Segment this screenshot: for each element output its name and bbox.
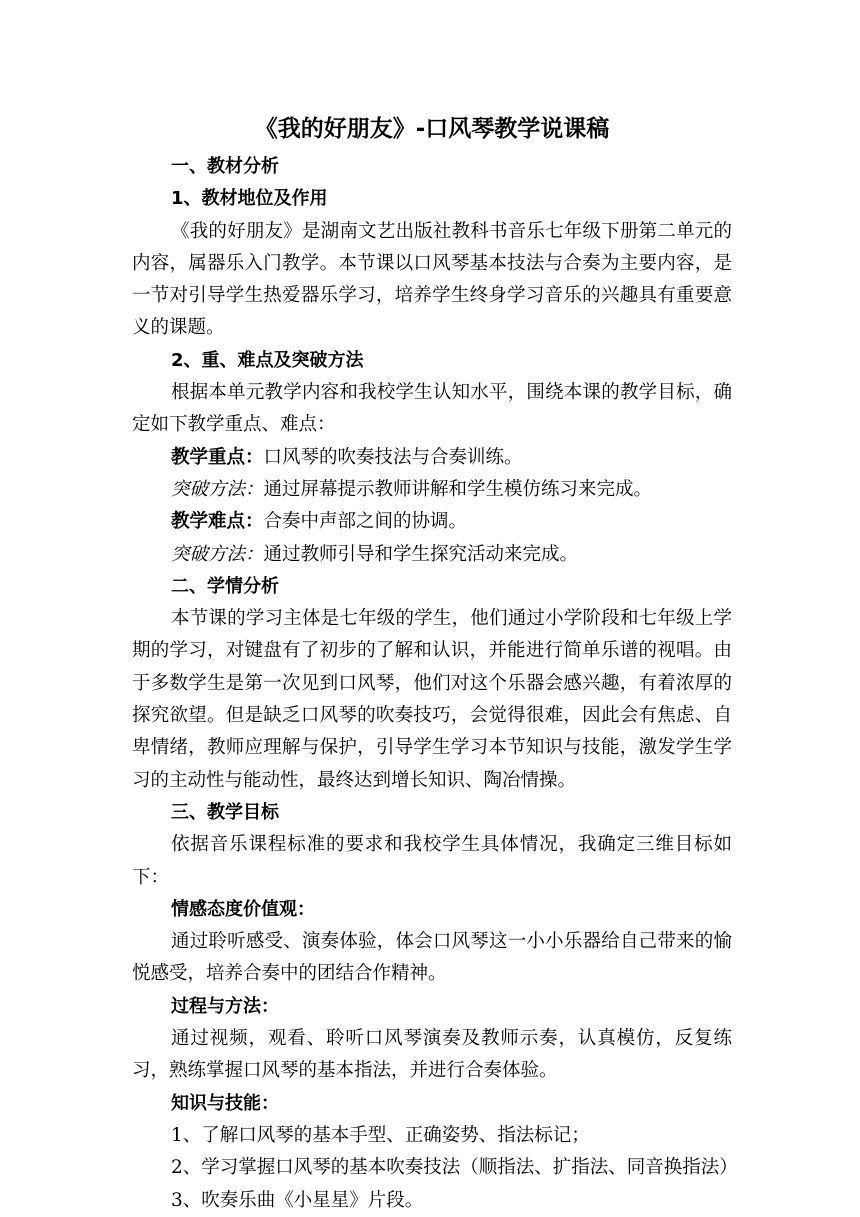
section-heading-students: 二、学情分析 (171, 575, 279, 597)
difficulty-text: 合奏中声部之间的协调。 (263, 511, 468, 533)
section-heading-goals: 三、教学目标 (171, 801, 279, 823)
section-heading-materials: 一、教材分析 (171, 156, 279, 177)
difficulty-line (132, 506, 732, 538)
key-method-label: 突破方法： (171, 478, 264, 500)
goal-heading-attitude: 情感态度价值观： (171, 898, 315, 920)
key-method-text: 通过屏幕提示教师讲解和学生模仿练习来完成。 (263, 478, 653, 500)
goal-heading-skills: 知识与技能： (171, 1092, 279, 1114)
paragraph-goal-process: 通过视频，观看、聆听口风琴演奏及教师示奏，认真模仿，反复练习，熟练掌握口风琴的基本指法，并进行合奏体验。 (132, 1028, 732, 1082)
goal-heading-process: 过程与方法： (171, 995, 279, 1017)
subsection-heading-key-points: 2、重、难点及突破方法 (171, 349, 364, 371)
key-point-text: 口风琴的吹奏技法与合奏训练。 (263, 446, 523, 468)
key-method-line (132, 474, 732, 506)
document-page (132, 111, 738, 1217)
document-title: 《我的好朋友》-口风琴教学说课稿 (254, 116, 610, 142)
paragraph-goals-intro: 依据音乐课程标准的要求和我校学生具体情况，我确定三维目标如下： (132, 834, 732, 888)
key-point-line (132, 442, 732, 474)
paragraph-goal-attitude: 通过聆听感受、演奏体验，体会口风琴这一小小乐器给自己带来的愉悦感受，培养合奏中的团结合作精神。 (132, 931, 732, 985)
difficulty-label: 教学难点： (171, 511, 264, 533)
skill-item-3: 3、吹奏乐曲《小星星》片段。 (171, 1189, 424, 1211)
key-point-label: 教学重点： (171, 446, 264, 468)
skill-item-2: 2、学习掌握口风琴的基本吹奏技法（顺指法、扩指法、同音换指法） (171, 1157, 738, 1179)
paragraph-students: 本节课的学习主体是七年级的学生，他们通过小学阶段和七年级上学期的学习，对键盘有了初步的了解和认识，并能进行简单乐谱的视唱。由于多数学生是第一次见到口风琴，他们对这个乐器会感兴趣，有着浓厚的探究欲望。但是缺乏口风琴的吹奏技巧，会觉得很难，因此会有焦虑、自卑情绪，教师应理解与保护，引导学生学习本节知识与技能，激发学生学习的主动性与能动性，最终达到增长知识、陶冶情操。 (132, 608, 732, 791)
subsection-heading-role: 1、教材地位及作用 (171, 188, 328, 210)
difficulty-method-label: 突破方法： (171, 543, 264, 565)
difficulty-method-line (132, 539, 732, 571)
skill-item-1: 1、了解口风琴的基本手型、正确姿势、指法标记； (171, 1124, 590, 1146)
paragraph-material-role: 《我的好朋友》是湖南文艺出版社教科书音乐七年级下册第二单元的内容，属器乐入门教学。本节课以口风琴基本技法与合奏为主要内容，是一节对引导学生热爱器乐学习，培养学生终身学习音乐的兴趣具有重要意义的课题。 (132, 220, 732, 339)
paragraph-key-points-intro: 根据本单元教学内容和我校学生认知水平，围绕本课的教学目标，确定如下教学重点、难点： (132, 382, 732, 436)
difficulty-method-text: 通过教师引导和学生探究活动来完成。 (263, 543, 579, 565)
